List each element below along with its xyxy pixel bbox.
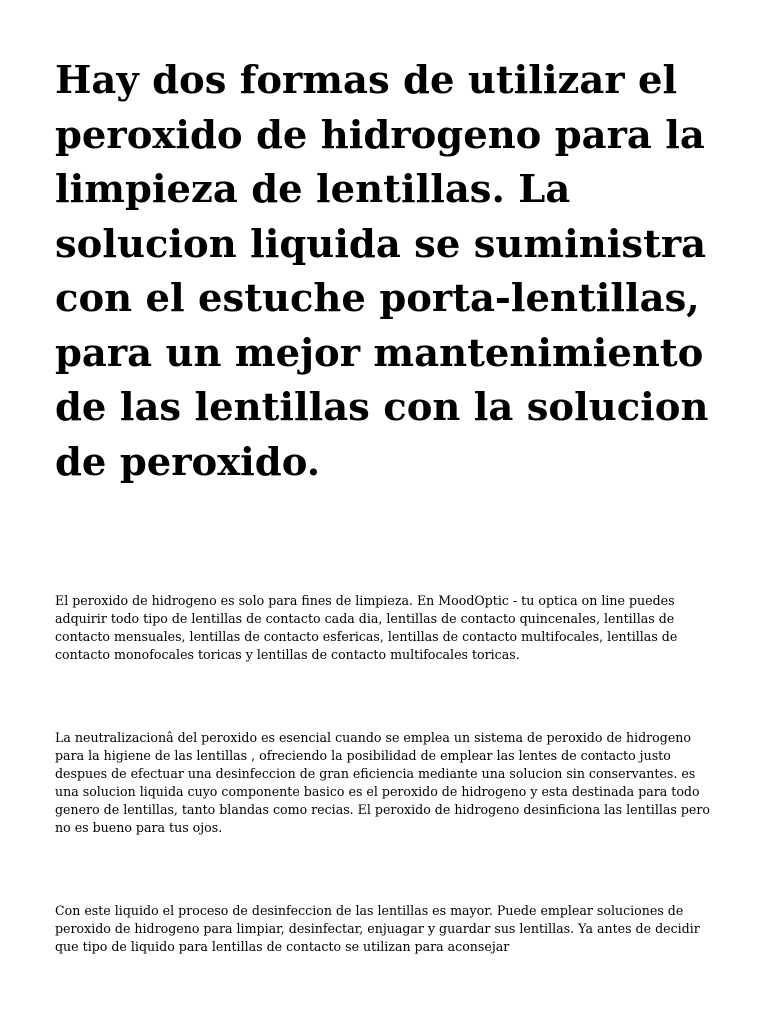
document-title: Hay dos formas de utilizar el peroxido de hidrogeno para la limpieza de lentillas. La solucion liquida se suministra con el estuche porta-lentillas, para un mejor mantenimiento de las lentillas con la solucion de peroxido. xyxy=(55,58,709,485)
paragraph-3: Con este liquido el proceso de desinfeccion de las lentillas es mayor. Puede emplear soluciones de peroxido de hidrogeno para limpiar, desinfectar, enjuagar y guardar sus lentillas. Ya antes de decidir que tipo de liquido para lentillas de contacto se utilizan para aconsejar xyxy=(55,903,700,954)
paragraph-2: La neutralizacionâ del peroxido es esencial cuando se emplea un sistema de peroxido de hidrogeno para la higiene de las lentillas , ofreciendo la posibilidad de emplear las lentes de contacto justo despues de efectuar una desinfeccion de gran eficiencia mediante una solucion sin conservantes. es una solucion liquida cuyo componente basico es el peroxido de hidrogeno y esta destinada para todo genero de lentillas, tanto blandas como recias. El peroxido de hidrogeno desinficiona las lentillas pero no es bueno para tus ojos. xyxy=(55,730,710,835)
paragraph-1: El peroxido de hidrogeno es solo para fines de limpieza. En MoodOptic - tu optica on line puedes adquirir todo tipo de lentillas de contacto cada dia, lentillas de contacto quincenales, lentillas de contacto mensuales, lentillas de contacto esfericas, lentillas de contacto multifocales, lentillas de contacto monofocales toricas y lentillas de contacto multifocales toricas. xyxy=(55,593,678,662)
